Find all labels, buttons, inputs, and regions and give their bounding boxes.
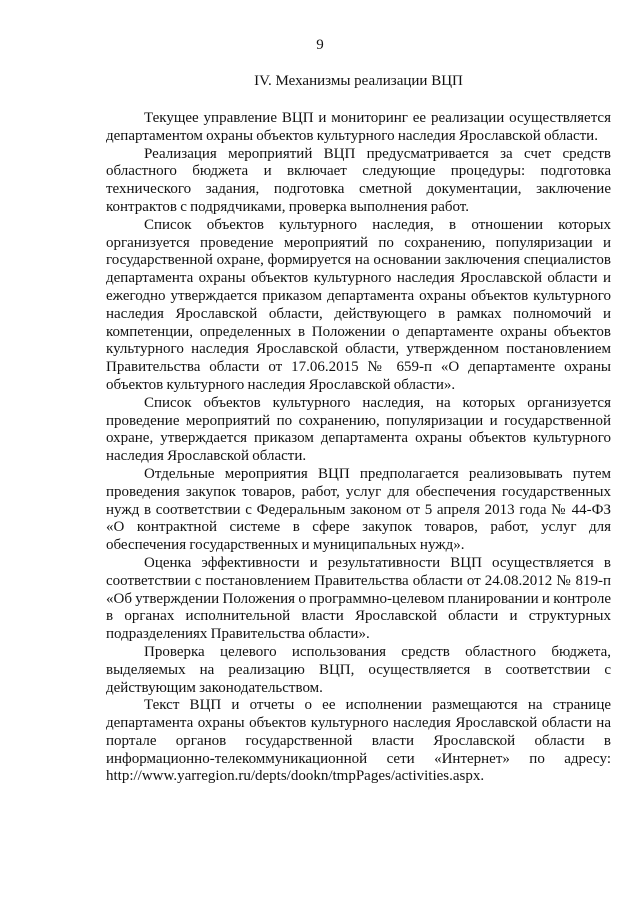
paragraph-publication: Текст ВЦП и отчеты о ее исполнении размещаются на странице департамента охраны объектов культурного наследия Ярославской области на портале органов государственной власти Ярославской области в информационно-телекоммуникационной сети «Интернет» по адресу: http://www.yarregion.ru/depts/dookn/tmpPages/activities.aspx. [106,697,611,785]
section-title: IV. Механизмы реализации ВЦП [254,73,463,89]
paragraph-management: Текущее управление ВЦП и мониторинг ее реализации осуществляется департаментом охраны объектов культурного наследия Ярославской области. [106,110,611,144]
body-text [106,110,611,786]
paragraph-objects-approval: Список объектов культурного наследия, на которых организуется проведение мероприятий по сохранению, популяризации и государственной охране, утверждается приказом департамента охраны объектов культурного наследия Ярославской области. [106,394,611,465]
paragraph-procurement: Отдельные мероприятия ВЦП предполагается реализовывать путем проведения закупок товаров, работ, услуг для обеспечения государственных нужд в соответствии с Федеральным законом от 5 апреля 2013 года № 44-ФЗ «О контрактной системе в сфере закупок товаров, работ, услуг для обеспечения государственных и муниципальных нужд». [106,465,611,554]
paragraph-funding: Реализация мероприятий ВЦП предусматривается за счет средств областного бюджета и включает следующие процедуры: подготовка технического задания, подготовка сметной документации, заключение контрактов с подрядчиками, проверка выполнения работ. [106,145,611,215]
paragraph-evaluation: Оценка эффективности и результативности ВЦП осуществляется в соответствии с постановлением Правительства области от 24.08.2012 № 819-п «Об утверждении Положения о программно-целевом планировании и контроле в органах исполнительной власти Ярославской области и структурных подразделениях Правительства области». [106,554,611,643]
paragraph-budget-control: Проверка целевого использования средств областного бюджета, выделяемых на реализацию ВЦП, осуществляется в соответствии с действующим законодательством. [106,643,611,696]
page-number: 9 [316,37,324,53]
paragraph-objects-list: Список объектов культурного наследия, в отношении которых организуется проведение мероприятий по сохранению, популяризации и государственной охране, формируется на основании заключения специалистов департамента охраны объектов культурного наследия Ярославской области и ежегодно утверждается приказом департамента охраны объектов культурного наследия Ярославской области, действующего в рамках полномочий и компетенции, определенных в Положении о департаменте охраны объектов культурного наследия Ярославской области, утвержденном постановлением Правительства области от 17.06.2015 № 659-п «О департаменте охраны объектов культурного наследия Ярославской области». [106,216,611,393]
